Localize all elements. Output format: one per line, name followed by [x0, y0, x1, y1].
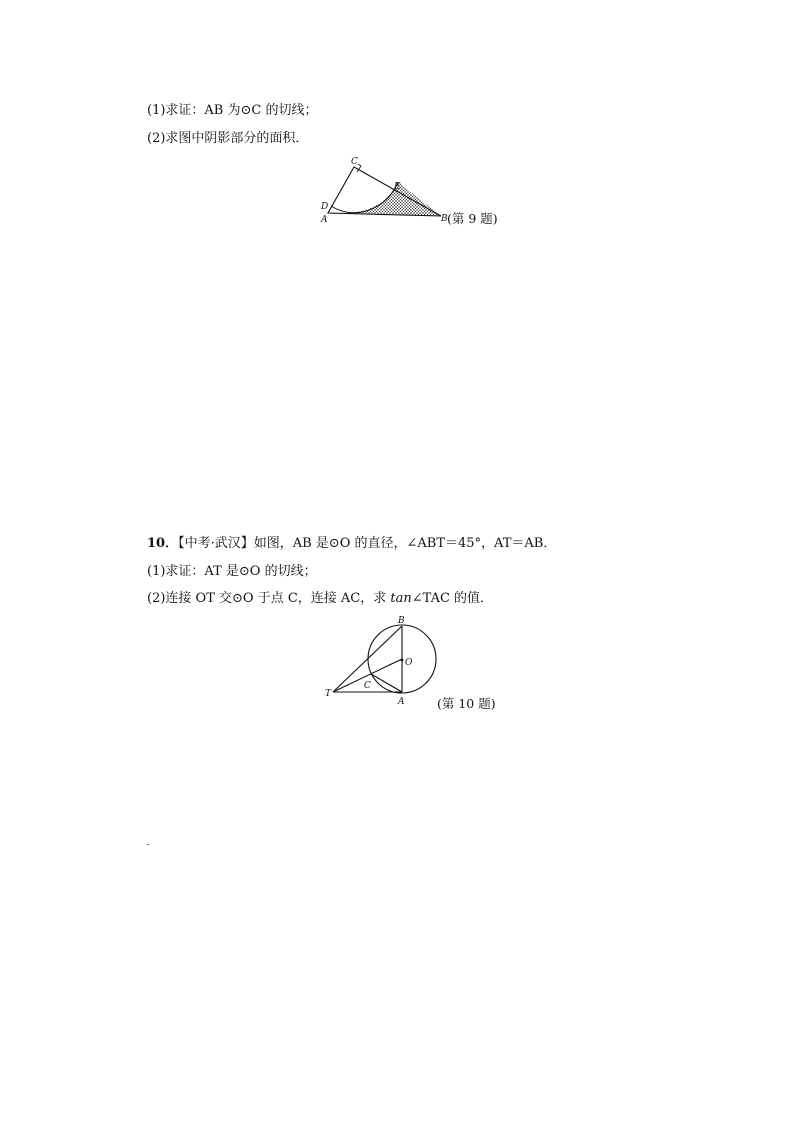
label-e: E [394, 182, 401, 192]
problem10-question2: (2)连接 OT 交⊙O 于点 C，连接 AC，求 tan∠TAC 的值． [147, 591, 494, 606]
problem9-question1: (1)求证：AB 为⊙C 的切线； [147, 103, 318, 118]
problem10-number: 10． [147, 536, 179, 551]
tan-function: tan [390, 591, 412, 606]
label-t: T [325, 689, 332, 699]
problem9-caption: (第 9 题) [447, 211, 498, 226]
label-b: B [398, 616, 405, 626]
problem10-question1: (1)求证：AT 是⊙O 的切线； [147, 564, 317, 579]
label-a: A [321, 215, 328, 225]
problem10-stem-text: 【中考·武汉】如图，AB 是⊙O 的直径，∠ABT＝45°，AT＝AB． [178, 536, 557, 551]
label-c: C [351, 157, 358, 167]
label-b: B [441, 214, 448, 224]
problem9-question2: (2)求图中阴影部分的面积． [147, 131, 309, 146]
stray-mark [147, 844, 149, 845]
problem10-caption: (第 10 题) [437, 696, 496, 711]
label-o: O [405, 658, 413, 668]
label-c: C [364, 681, 371, 691]
center-dot [401, 659, 404, 662]
label-d: D [321, 202, 329, 212]
label-a: A [398, 697, 405, 707]
